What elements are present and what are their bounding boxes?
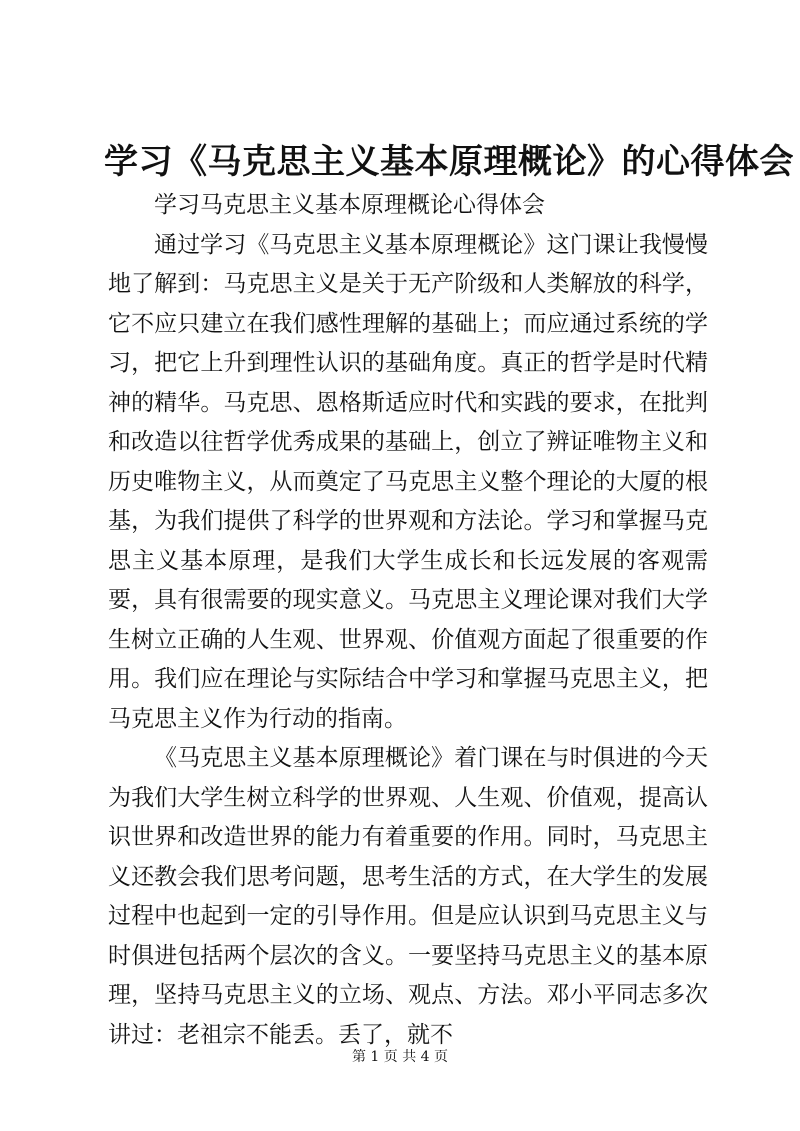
- page-footer: 第 1 页 共 4 页: [351, 1049, 449, 1065]
- body-paragraph: 《马克思主义基本原理概论》着门课在与时俱进的今天为我们大学生树立科学的世界观、人生观、价值观，提高认识世界和改造世界的能力有着重要的作用。同时，马克思主义还教会我们思考问题，思考生活的方式，在大学生的发展过程中也起到一定的引导作用。但是应认识到马克思主义与时俱进包括两个层次的含义。一要坚持马克思主义的基本原理，坚持马克思主义的立场、观点、方法。邓小平同志多次讲过：老祖宗不能丢。丢了，就不: [108, 745, 708, 1048]
- document-body: [108, 186, 708, 1055]
- body-paragraph: 通过学习《马克思主义基本原理概论》这门课让我慢慢地了解到：马克思主义是关于无产阶级和人类解放的科学，它不应只建立在我们感性理解的基础上；而应通过系统的学习，把它上升到理性认识的基础角度。真正的哲学是时代精神的精华。马克思、恩格斯适应时代和实践的要求，在批判和改造以往哲学优秀成果的基础上，创立了辨证唯物主义和历史唯物主义，从而奠定了马克思主义整个理论的大厦的根基，为我们提供了科学的世界观和方法论。学习和掌握马克思主义基本原理，是我们大学生成长和长远发展的客观需要，具有很需要的现实意义。马克思主义理论课对我们大学生树立正确的人生观、世界观、价值观方面起了很重要的作用。我们应在理论与实际结合中学习和掌握马克思主义，把马克思主义作为行动的指南。: [108, 231, 708, 732]
- document-title: 学习《马克思主义基本原理概论》的心得体会: [104, 142, 794, 182]
- subtitle-paragraph: 学习马克思主义基本原理概论心得体会: [154, 192, 545, 218]
